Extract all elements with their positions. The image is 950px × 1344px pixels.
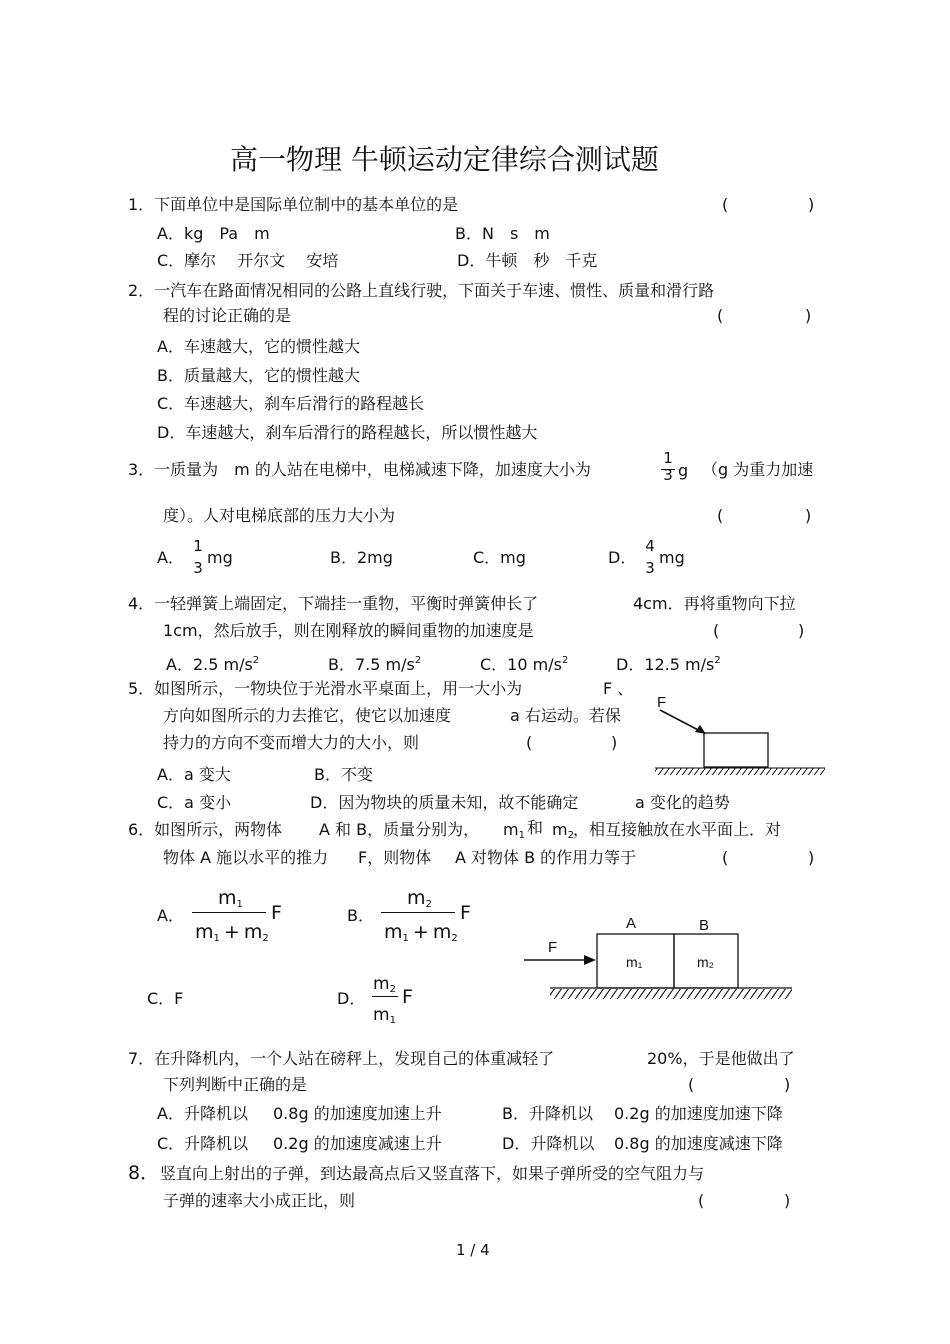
question-7-stem-line1: 7．在升降机内，一个人站在磅秤上，发现自己的体重减轻了 xyxy=(128,1049,555,1068)
two-blocks-diagram xyxy=(520,908,800,1004)
answer-paren-open: ( xyxy=(717,506,724,525)
question-5-option-d-end: a 变化的趋势 xyxy=(635,793,730,812)
question-1-option-d: D．牛顿 秒 千克 xyxy=(457,251,598,270)
mass-symbol: m xyxy=(552,820,568,839)
mass-symbol: m xyxy=(373,974,390,994)
fraction-bar xyxy=(192,912,266,913)
question-7-option-a-end: 0.8g 的加速度加速上升 xyxy=(273,1104,442,1123)
subscript: 2 xyxy=(567,830,574,841)
block-b-label: B xyxy=(699,917,710,934)
fraction-numerator: 4 xyxy=(645,537,655,555)
question-4-option-b xyxy=(328,651,421,675)
subscript: 2 xyxy=(389,984,396,995)
question-3-stem-line2: 度）。人对电梯底部的压力大小为 xyxy=(163,506,396,525)
question-3-option-d-unit: mg xyxy=(659,548,685,567)
question-1-stem: 1．下面单位中是国际单位制中的基本单位的是 xyxy=(128,195,459,214)
option-text: A．2.5 m/s xyxy=(166,655,253,674)
block xyxy=(704,733,768,767)
subscript: 2 xyxy=(425,899,432,910)
block-b-mass: m₂ xyxy=(697,954,715,970)
question-3-option-a-unit: mg xyxy=(207,548,233,567)
question-4-stem-line1: 4．一轻弹簧上端固定，下端挂一重物，平衡时弹簧伸长了 xyxy=(128,594,539,613)
option-text: C．10 m/s xyxy=(480,655,562,674)
mass-symbol: m xyxy=(503,820,519,839)
question-5-option-a: A．a 变大 xyxy=(157,765,231,784)
question-5-option-d: D．因为物块的质量未知，故不能确定 xyxy=(310,793,579,812)
question-7-option-c: C．升降机以 xyxy=(157,1134,249,1153)
plus-sign: + xyxy=(223,921,240,943)
question-7-option-d-end: 0.8g 的加速度减速下降 xyxy=(614,1134,783,1153)
fraction-denominator: 3 xyxy=(663,466,673,484)
fraction-four-thirds xyxy=(642,538,658,577)
question-1-option-a: A．kg Pa m xyxy=(157,224,270,243)
question-7-stem-line1-end: 20%，于是他做出了 xyxy=(647,1049,795,1068)
question-4-stem-line2: 1cm，然后放手，则在刚释放的瞬间重物的加速度是 xyxy=(163,621,534,640)
question-6-stem-line2: 物体 A 施以水平的推力 xyxy=(163,848,329,867)
answer-paren-open: ( xyxy=(717,306,724,325)
mass-m1 xyxy=(503,820,525,846)
question-5-stem-line3: 持力的方向不变而增大力的大小，则 xyxy=(163,733,420,752)
answer-paren-open: ( xyxy=(698,1191,705,1210)
question-6-stem-line2-c: A 对物体 B 的作用力等于 xyxy=(455,848,637,867)
question-5-option-b: B．不变 xyxy=(314,765,373,784)
question-8-stem-line2: 子弹的速率大小成正比，则 xyxy=(163,1191,356,1210)
block-a-label: A xyxy=(626,915,637,932)
exponent: 2 xyxy=(714,655,721,666)
block-incline-force-diagram xyxy=(650,690,830,780)
question-3-option-d-label: D． xyxy=(608,548,637,567)
force-label: F xyxy=(548,939,558,956)
fraction-denominator xyxy=(384,922,458,949)
question-6-stem-line1: 6．如图所示，两物体 xyxy=(128,820,283,839)
question-4-stem-line1-end: 4cm．再将重物向下拉 xyxy=(633,594,796,613)
mass-symbol: m xyxy=(195,921,214,943)
ground-hatch xyxy=(655,768,825,775)
answer-paren-open: ( xyxy=(526,733,533,752)
question-5-stem-line2-end: a 右运动。若保 xyxy=(510,706,621,725)
question-4-option-a xyxy=(166,651,259,675)
fraction-numerator xyxy=(218,888,243,915)
question-6-stem-line1-b: A 和 B，质量分别为， xyxy=(319,820,480,839)
subscript: 1 xyxy=(518,830,525,841)
question-3-option-c: C．mg xyxy=(473,548,526,567)
answer-paren-close: ) xyxy=(784,1075,791,1094)
answer-paren-open: ( xyxy=(722,848,729,867)
answer-paren-close: ) xyxy=(798,621,805,640)
answer-paren-close: ) xyxy=(808,848,815,867)
force-symbol: F xyxy=(402,986,413,1008)
question-5-option-c: C．a 变小 xyxy=(157,793,232,812)
fraction-numerator: 1 xyxy=(193,537,203,555)
mass-symbol: m xyxy=(432,921,452,943)
question-2-option-a: A．车速越大，它的惯性越大 xyxy=(157,337,360,356)
mass-symbol: m xyxy=(243,921,263,943)
question-6-option-a-label: A． xyxy=(157,906,184,925)
question-2-option-d: D．车速越大，刹车后滑行的路程越长，所以惯性越大 xyxy=(157,423,538,442)
subscript: 1 xyxy=(236,899,243,910)
force-label: F xyxy=(657,694,667,711)
answer-paren-open: ( xyxy=(688,1075,695,1094)
question-3-option-b: B．2mg xyxy=(330,548,393,567)
option-text: B．7.5 m/s xyxy=(328,655,415,674)
answer-paren-open: ( xyxy=(722,195,729,214)
force-arrow xyxy=(660,710,702,732)
subscript: 2 xyxy=(262,933,269,944)
question-6-conj: 和 xyxy=(527,818,544,837)
question-6-option-b-label: B． xyxy=(347,906,374,925)
question-7-option-b: B．升降机以 xyxy=(502,1104,593,1123)
mass-symbol: m xyxy=(218,887,237,909)
question-7-stem-line2: 下列判断中正确的是 xyxy=(163,1075,308,1094)
question-6-stem-line1-end: ，相互接触放在水平面上．对 xyxy=(573,820,782,839)
exponent: 2 xyxy=(414,655,422,666)
fraction-denominator xyxy=(195,922,269,949)
option-text: D．12.5 m/s xyxy=(616,655,715,674)
mass-symbol: m xyxy=(407,887,426,909)
question-8-number: 8． xyxy=(128,1162,160,1184)
page-number: 1 / 4 xyxy=(456,1241,490,1259)
page-title: 高一物理 牛顿运动定律综合测试题 xyxy=(230,143,659,176)
subscript: 1 xyxy=(213,933,220,944)
fraction-bar xyxy=(661,469,675,470)
answer-paren-close: ) xyxy=(611,733,618,752)
question-2-option-b: B．质量越大，它的惯性越大 xyxy=(157,366,360,385)
question-5-stem-line2: 方向如图所示的力去推它，使它以加速度 xyxy=(163,706,452,725)
question-2-stem-line2: 程的讨论正确的是 xyxy=(163,306,292,325)
fraction-numerator xyxy=(407,888,432,915)
subscript: 1 xyxy=(389,1015,396,1026)
plus-sign: + xyxy=(412,921,429,943)
question-2-option-c: C．车速越大，刹车后滑行的路程越长 xyxy=(157,394,425,413)
question-2-stem-line1: 2．一汽车在路面情况相同的公路上直线行驶，下面关于车速、惯性、质量和滑行路 xyxy=(128,281,715,300)
answer-paren-close: ) xyxy=(808,195,815,214)
fraction-one-third xyxy=(190,538,206,577)
question-1-option-b: B．N s m xyxy=(455,224,550,243)
mass-symbol: m xyxy=(384,921,403,943)
fraction-bar xyxy=(381,912,455,913)
subscript: 2 xyxy=(451,933,458,944)
question-4-option-d xyxy=(616,651,721,675)
exponent: 2 xyxy=(252,655,260,666)
force-symbol: F xyxy=(460,902,471,924)
fraction-bar xyxy=(372,996,398,997)
question-7-option-b-end: 0.2g 的加速度加速下降 xyxy=(614,1104,783,1123)
force-arrowhead xyxy=(584,955,596,965)
exponent: 2 xyxy=(561,655,569,666)
question-3-stem-line1: 3．一质量为 m 的人站在电梯中，电梯减速下降，加速度大小为 xyxy=(128,460,591,479)
question-7-option-a: A．升降机以 xyxy=(157,1104,248,1123)
question-6-option-d-label: D． xyxy=(337,989,366,1008)
fraction-denominator: 3 xyxy=(645,559,655,577)
fraction-denominator: 3 xyxy=(193,559,203,577)
mass-m2 xyxy=(552,820,574,846)
question-5-stem-line1-end: F 、 xyxy=(603,679,634,698)
question-5-stem-line1: 5．如图所示，一物块位于光滑水平桌面上，用一大小为 xyxy=(128,679,523,698)
question-3-option-a-label: A． xyxy=(157,548,184,567)
question-4-option-c xyxy=(480,651,568,675)
question-1-option-c: C．摩尔 开尔文 安培 xyxy=(157,251,339,270)
answer-paren-open: ( xyxy=(713,621,720,640)
gravity-symbol: g xyxy=(678,461,689,480)
mass-symbol: m xyxy=(373,1005,390,1025)
fraction-numerator: 1 xyxy=(663,449,673,467)
answer-paren-close: ) xyxy=(805,506,812,525)
ground-hatch xyxy=(550,989,792,999)
force-symbol: F xyxy=(271,902,282,924)
question-3-stem-note: （g 为重力加速 xyxy=(702,460,814,479)
question-6-stem-line2-b: F，则物体 xyxy=(358,848,432,867)
fraction-one-third xyxy=(660,450,676,484)
fraction-denominator xyxy=(373,1005,396,1031)
question-6-option-c: C．F xyxy=(147,989,184,1008)
answer-paren-close: ) xyxy=(784,1191,791,1210)
answer-paren-close: ) xyxy=(805,306,812,325)
block-a-mass: m₁ xyxy=(626,954,643,970)
subscript: 1 xyxy=(402,933,409,944)
question-8-stem-line1: 竖直向上射出的子弹，到达最高点后又竖直落下，如果子弹所受的空气阻力与 xyxy=(160,1164,705,1183)
question-7-option-d: D．升降机以 xyxy=(502,1134,595,1153)
question-7-option-c-end: 0.2g 的加速度减速上升 xyxy=(273,1134,442,1153)
